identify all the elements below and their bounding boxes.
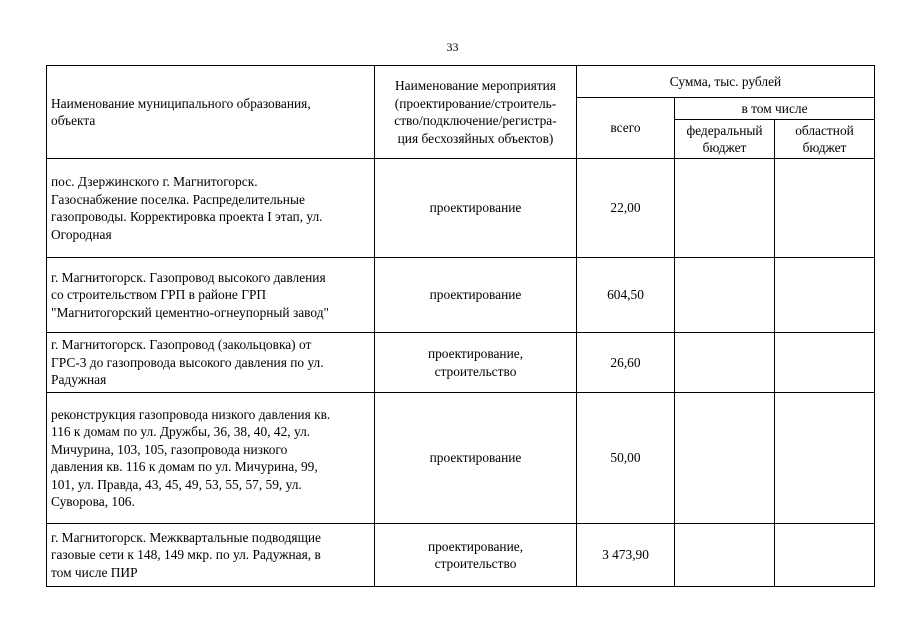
row-regional-cell [775, 524, 875, 587]
investment-table [46, 65, 875, 587]
row-event-cell: проектирование [375, 393, 577, 524]
row-regional-cell [775, 393, 875, 524]
row-federal-cell [675, 333, 775, 393]
header-regional-cell: областной бюджет [775, 120, 875, 159]
row-name-cell: пос. Дзержинского г. Магнитогорск. Газоснабжение поселка. Распределительные газопроводы. Корректировка проекта I этап, ул. Огородная [47, 159, 375, 258]
table-row [47, 524, 875, 587]
row-event-cell: проектирование [375, 159, 577, 258]
row-total-cell: 22,00 [577, 159, 675, 258]
row-federal-cell [675, 524, 775, 587]
table-row [47, 333, 875, 393]
header-name-cell: Наименование муниципального образования, объекта [47, 66, 375, 159]
row-federal-cell [675, 159, 775, 258]
row-federal-cell [675, 258, 775, 333]
row-name-cell: реконструкция газопровода низкого давления кв. 116 к домам по ул. Дружбы, 36, 38, 40, 42, ул. Мичурина, 103, 105, газопровода низкого давления кв. 116 к домам по ул. Мичурина, 99, 101, ул. Правда, 43, 45, 49, 53, 55, 57, 59, ул. Суворова, 106. [47, 393, 375, 524]
page-number: 33 [446, 40, 459, 54]
row-event-cell: проектирование, строительство [375, 524, 577, 587]
row-regional-cell [775, 159, 875, 258]
row-total-cell: 50,00 [577, 393, 675, 524]
table-row [47, 393, 875, 524]
row-regional-cell [775, 258, 875, 333]
row-total-cell: 26,60 [577, 333, 675, 393]
row-total-cell: 604,50 [577, 258, 675, 333]
row-event-cell: проектирование [375, 258, 577, 333]
header-sum-cell: Сумма, тыс. рублей [577, 66, 875, 98]
header-total-cell: всего [577, 98, 675, 159]
header-including-cell: в том числе [675, 98, 875, 120]
row-total-cell: 3 473,90 [577, 524, 675, 587]
table-row [47, 258, 875, 333]
header-federal-cell: федеральный бюджет [675, 120, 775, 159]
row-event-cell: проектирование, строительство [375, 333, 577, 393]
row-name-cell: г. Магнитогорск. Газопровод высокого давления со строительством ГРП в районе ГРП "Магнитогорский цементно-огнеупорный завод" [47, 258, 375, 333]
row-name-cell: г. Магнитогорск. Межквартальные подводящие газовые сети к 148, 149 мкр. по ул. Радужная, в том числе ПИР [47, 524, 375, 587]
row-federal-cell [675, 393, 775, 524]
row-regional-cell [775, 333, 875, 393]
row-name-cell: г. Магнитогорск. Газопровод (закольцовка) от ГРС-3 до газопровода высокого давления по ул. Радужная [47, 333, 375, 393]
header-event-cell: Наименование мероприятия (проектирование/строитель- ство/подключение/регистра- ция бесхозяйных объектов) [375, 66, 577, 159]
table-row [47, 159, 875, 258]
